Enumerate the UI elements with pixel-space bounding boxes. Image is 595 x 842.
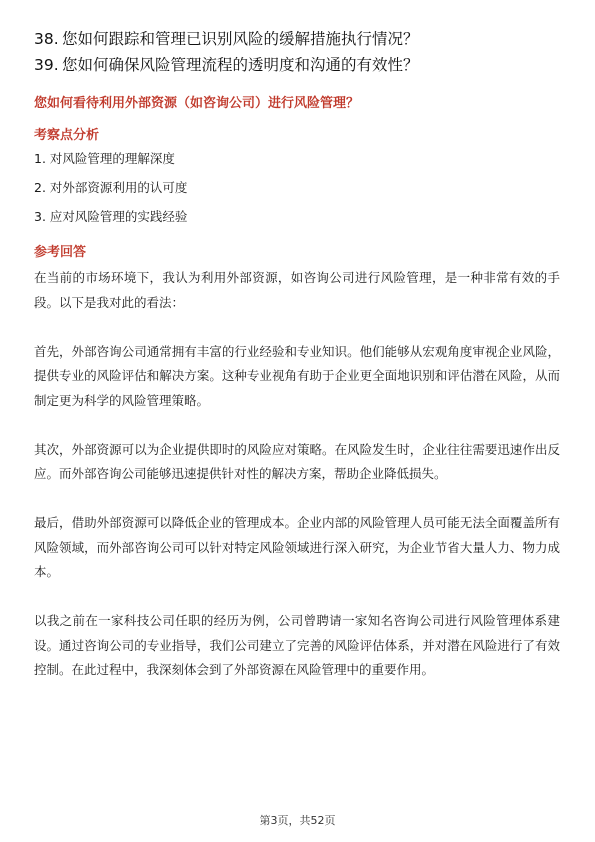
analysis-points xyxy=(34,148,564,235)
answer-paragraph: 在当前的市场环境下，我认为利用外部资源，如咨询公司进行风险管理，是一种非常有效的手段。以下是我对此的看法： xyxy=(34,270,560,310)
analysis-point: 2. 对外部资源利用的认可度 xyxy=(34,180,188,195)
question-number: 39. xyxy=(34,56,59,74)
answer-paragraph: 以我之前在一家科技公司任职的经历为例，公司曾聘请一家知名咨询公司进行风险管理体系建设。通过咨询公司的专业指导，我们公司建立了完善的风险评估体系，并对潜在风险进行了有效控制。在此过程中，我深刻体会到了外部资源在风险管理中的重要作用。 xyxy=(34,613,560,677)
question-item xyxy=(34,52,574,78)
question-list xyxy=(34,26,574,78)
question-number: 38. xyxy=(34,30,59,48)
answer-heading: 参考回答 xyxy=(34,245,87,260)
question-text: 您如何确保风险管理流程的透明度和沟通的有效性？ xyxy=(62,56,419,74)
current-question-heading: 您如何看待利用外部资源（如咨询公司）进行风险管理？ xyxy=(34,96,360,111)
answer-paragraph: 首先，外部咨询公司通常拥有丰富的行业经验和专业知识。他们能够从宏观角度审视企业风险，提供专业的风险评估和解决方案。这种专业视角有助于企业更全面地识别和评估潜在风险，从而制定更为科学的风险管理策略。 xyxy=(34,343,560,408)
question-text: 您如何跟踪和管理已识别风险的缓解措施执行情况？ xyxy=(62,30,419,48)
page-footer: 第3页，共52页 xyxy=(259,814,336,827)
answer-paragraph: 其次，外部资源可以为企业提供即时的风险应对策略。在风险发生时，企业往往需要迅速作出反应。而外部咨询公司能够迅速提供针对性的解决方案，帮助企业降低损失。 xyxy=(34,441,560,481)
analysis-point: 3. 应对风险管理的实践经验 xyxy=(34,209,188,224)
question-item xyxy=(34,26,574,52)
answer-paragraph: 最后，借助外部资源可以降低企业的管理成本。企业内部的风险管理人员可能无法全面覆盖所有风险领域，而外部咨询公司可以针对特定风险领域进行深入研究，为企业节省大量人力、物力成本。 xyxy=(34,515,560,579)
analysis-heading: 考察点分析 xyxy=(34,128,100,143)
answer-body xyxy=(34,266,560,707)
analysis-point: 1. 对风险管理的理解深度 xyxy=(34,151,175,166)
